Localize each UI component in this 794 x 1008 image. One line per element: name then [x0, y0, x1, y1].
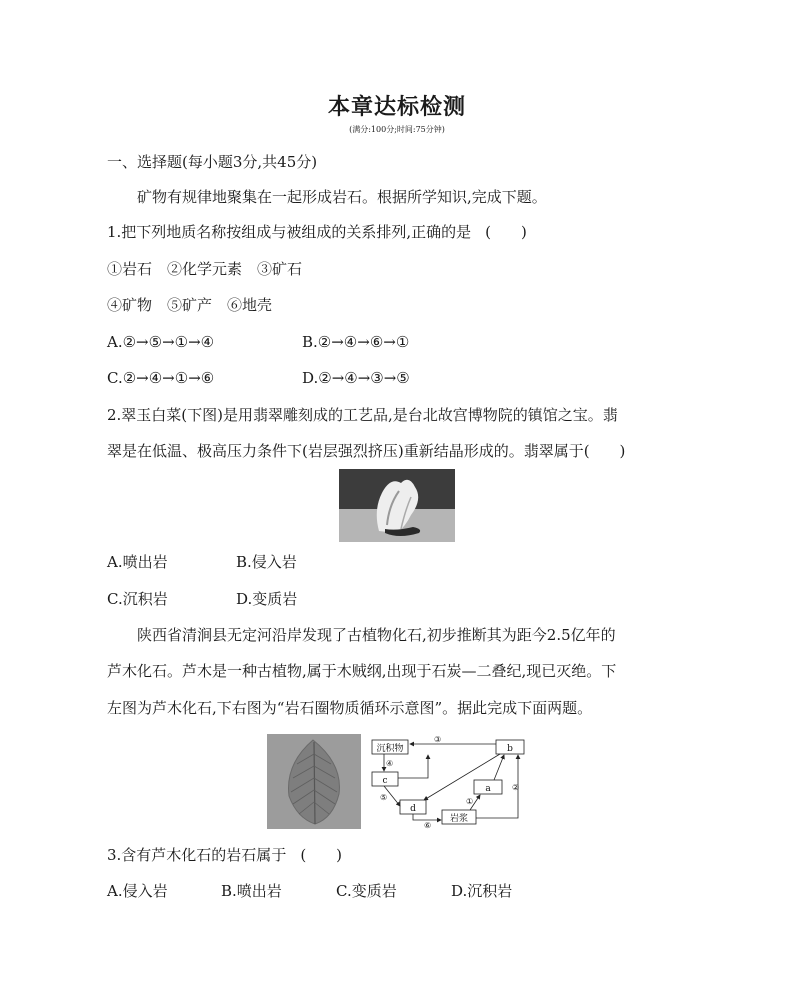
question-1-stem: 1.把下列地质名称按组成与被组成的关系排列,正确的是	[107, 223, 472, 241]
answer-bracket: ( )	[485, 223, 527, 241]
section-heading: 一、选择题(每小题3分,共45分)	[107, 153, 318, 171]
option-1b: B.②→④→⑥→①	[302, 333, 410, 351]
intro-paragraph-2-line-1: 陕西省清涧县无定河沿岸发现了古植物化石,初步推断其为距今2.5亿年的	[137, 626, 616, 644]
option-1d: D.②→④→③→⑤	[302, 369, 410, 387]
arrow-num-5: ⑤	[380, 793, 388, 802]
label-d: d	[410, 804, 416, 814]
question-2-line-2: 翠是在低温、极高压力条件下(岩层强烈挤压)重新结晶形成的。翡翠属于( )	[107, 442, 626, 460]
question-2-line-1: 2.翠玉白菜(下图)是用翡翠雕刻成的工艺品,是台北故宫博物院的镇馆之宝。翡	[107, 406, 618, 424]
option-2d: D.变质岩	[236, 590, 298, 608]
option-1a: A.②→⑤→①→④	[107, 333, 215, 351]
question-3	[107, 845, 342, 865]
label-c: c	[382, 776, 388, 786]
intro-paragraph-2-line-2: 芦木化石。芦木是一种古植物,属于木贼纲,出现于石炭—二叠纪,现已灭绝。下	[107, 662, 617, 680]
option-2b: B.侵入岩	[236, 553, 297, 571]
option-1c: C.②→④→①→⑥	[107, 369, 215, 387]
jade-cabbage-photo	[339, 469, 455, 542]
arrow-d-to-magma	[413, 814, 441, 820]
arrow-num-1: ①	[466, 797, 474, 806]
question-3-stem: 3.含有芦木化石的岩石属于	[107, 846, 287, 864]
option-2a: A.喷出岩	[107, 553, 168, 571]
arrow-num-6: ⑥	[424, 821, 432, 830]
question-1	[107, 222, 527, 242]
arrow-num-4: ④	[386, 759, 394, 768]
question-1-items-2: ④矿物 ⑤矿产 ⑥地壳	[107, 296, 273, 314]
option-3b: B.喷出岩	[221, 882, 282, 900]
label-sediment: 沉积物	[376, 744, 404, 754]
calamites-fossil-photo	[267, 734, 361, 829]
arrow-num-2: ②	[512, 783, 520, 792]
question-1-items-1: ①岩石 ②化学元素 ③矿石	[107, 260, 303, 278]
intro-paragraph-2-line-3: 左图为芦木化石,下右图为“岩石圈物质循环示意图”。据此完成下面两题。	[107, 699, 593, 717]
option-3d: D.沉积岩	[451, 882, 513, 900]
arrow-c-to-sediment	[398, 755, 428, 778]
intro-paragraph-1: 矿物有规律地聚集在一起形成岩石。根据所学知识,完成下题。	[137, 188, 547, 206]
exam-info: (满分:100分;时间:75分钟)	[349, 125, 445, 134]
answer-bracket: ( )	[300, 846, 343, 864]
arrow-num-3: ③	[434, 735, 442, 744]
label-a: a	[485, 784, 491, 794]
page-title: 本章达标检测	[327, 94, 466, 120]
label-magma: 岩浆	[449, 814, 469, 824]
label-b: b	[507, 744, 513, 754]
option-3c: C.变质岩	[336, 882, 397, 900]
rock-cycle-diagram	[370, 734, 530, 830]
option-2c: C.沉积岩	[107, 590, 168, 608]
arrow-a-to-b	[494, 755, 504, 780]
option-3a: A.侵入岩	[107, 882, 168, 900]
